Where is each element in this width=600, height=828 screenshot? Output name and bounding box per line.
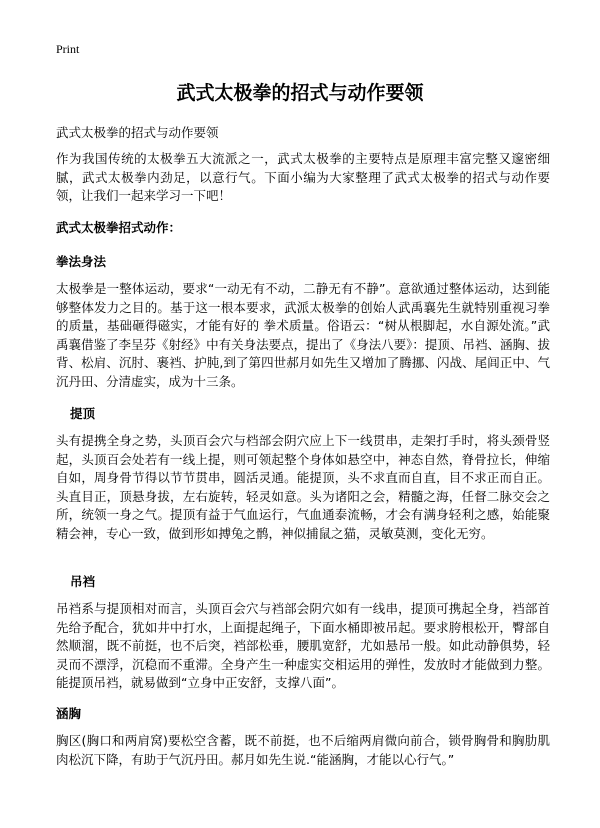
paragraph-diaodang: 吊裆系与提顶相对而言，头顶百会穴与裆部会阴穴如有一线串，提顶可携起全身，裆部首先给予配合，犹如井中打水，上面提起绳子，下面水桶即被吊起。要求胯根松开，臀部自然顺溜，既不前挺，也不后突，裆部松垂，腰肌宽舒，尤如悬吊一般。如此动静俱势，轻灵而不漂浮，沉稳而不重滞。全身产生一种虚实交相运用的弹性，发放时才能做到力整。能提顶吊裆，就易做到“立身中正安舒，支撑八面”。 xyxy=(56,601,550,690)
paragraph-hanxiong: 胸区(胸口和两肩窝)要松空含蓄，既不前挺，也不后缩两肩微向前合，锁骨胸骨和胸肋肌肉松沉下降，有助于气沉丹田。郝月如先生说.“能涵胸，才能以心行气。” xyxy=(56,733,550,767)
intro-paragraph: 作为我国传统的太极拳五大流派之一，武式太极拳的主要特点是原理丰富完整又邃密细腻，武式太极拳内劲足，以意行气。下面小编为大家整理了武式太极拳的招式与动作要领，让我们一起来学习一下吧！ xyxy=(56,151,550,203)
paragraph-tiding: 头有提携全身之势，头顶百会穴与档部会阴穴应上下一线贯串，走架打手时，将头颈骨竖起，头顶百会处若有一线上提，则可领起整个身体如悬空中，神态自然，脊骨拉长，伸缩自如，周身骨节得以节节贯串，圆活灵通。能提顶，头不求直而自直，目不求正而自正。头直目正，顶悬身拔，左右旋转，轻灵如意。头为诸阳之会，精髓之海，任督二脉交会之所，统领一身之气。提顶有益于气血运行，气血通泰流畅，才会有满身轻利之感，始能聚精会神，专心一致，做到形如搏兔之鹘，神似捕鼠之猫，灵敏莫测，变化无穷。 xyxy=(56,433,550,541)
heading-quanfa-shenfa: 拳法身法 xyxy=(56,254,107,269)
heading-hanxiong: 涵胸 xyxy=(56,706,82,721)
print-link[interactable]: Print xyxy=(56,42,80,56)
subtitle: 武式太极拳的招式与动作要领 xyxy=(56,125,219,140)
section-heading: 武式太极拳招式动作： xyxy=(56,220,182,235)
paragraph-quanfa-shenfa: 太极拳是一整体运动，要求“一动无有不动，二静无有不静”。意欲通过整体运动，达到能够整体发力之目的。基于这一根本要求，武派太极拳的创始人武禹襄先生就特别重视习拳的质量，基础砸得磁实，才能有好的 拳术质量。俗语云：“树从根脚起，水自源处流。”武禹襄借鉴了李呈芬《射经》中有关身法要点，提出了《身法八要》：提顶、吊裆、涵胸、拔背、松肩、沉肘、裹裆、护肫,到了第四世郝月如先生又增加了腾挪、闪战、尾闾正中、气沉丹田、分清虚实，成为十三条。 xyxy=(56,281,550,389)
heading-diaodang: 吊裆 xyxy=(70,574,96,589)
page-title: 武式太极拳的招式与动作要领 xyxy=(176,82,424,104)
heading-tiding: 提顶 xyxy=(70,406,96,421)
